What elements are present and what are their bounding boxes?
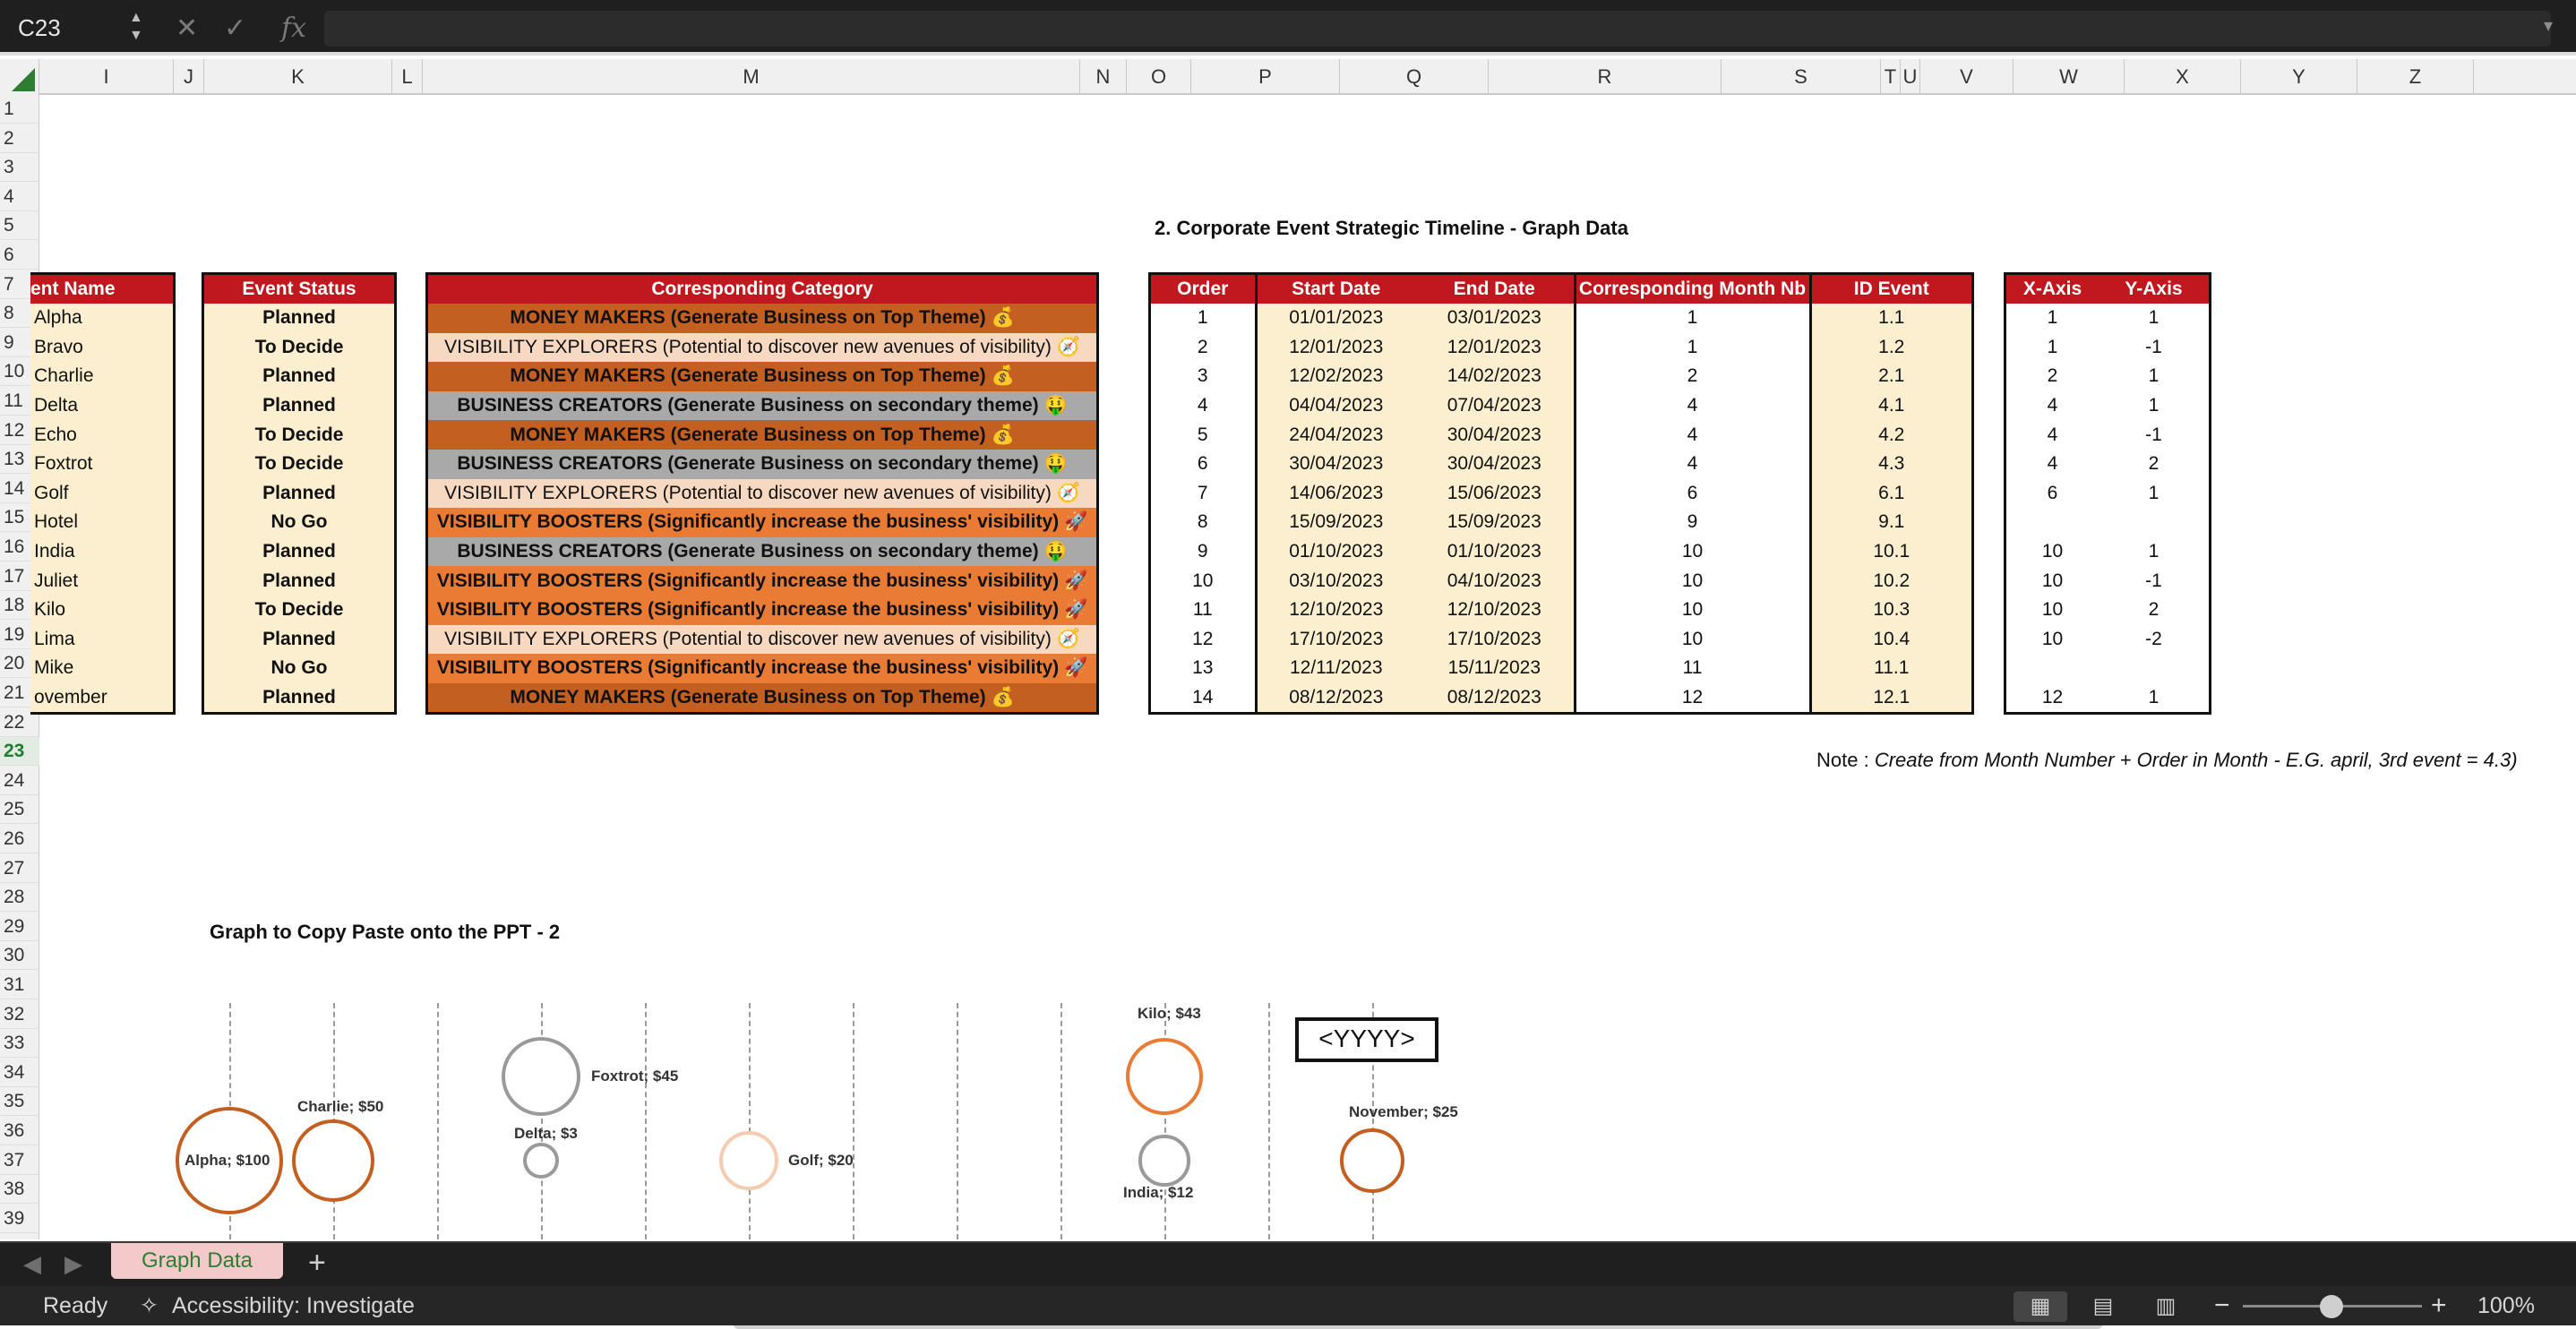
row-header-18[interactable]: 18 (0, 591, 39, 620)
event-name-cell[interactable]: Kilo (30, 596, 173, 625)
row-header-20[interactable]: 20 (0, 649, 39, 678)
event-name-cell[interactable]: Bravo (30, 333, 173, 363)
enter-icon[interactable]: ✓ (224, 13, 247, 43)
x-axis-cell[interactable]: 6 (2006, 479, 2099, 509)
start-date-cell[interactable]: 01/01/2023 (1256, 304, 1415, 333)
category-cell[interactable]: VISIBILITY EXPLORERS (Potential to discover new avenues of visibility) 🧭 (428, 625, 1096, 655)
order-table-header: Order (1151, 275, 1256, 304)
x-axis-cell[interactable]: 12 (2006, 683, 2099, 713)
row-header-12[interactable]: 12 (0, 416, 39, 445)
row-header-3[interactable]: 3 (0, 153, 39, 182)
column-header-o[interactable]: O (1127, 59, 1191, 95)
order-cell[interactable]: 6 (1151, 450, 1256, 479)
month-nb-cell[interactable]: 10 (1575, 596, 1810, 625)
event-status-cell[interactable]: Planned (204, 362, 394, 391)
row-header-2[interactable]: 2 (0, 124, 39, 153)
bubble-chart[interactable] (39, 95, 2576, 1239)
category-cell[interactable]: BUSINESS CREATORS (Generate Business on secondary theme) 🤑 (428, 450, 1096, 479)
row-header-15[interactable]: 15 (0, 503, 39, 532)
row-header-29[interactable]: 29 (0, 913, 39, 941)
column-header-r[interactable]: R (1489, 59, 1722, 95)
column-header-k[interactable]: K (204, 59, 392, 95)
start-date-cell[interactable]: 30/04/2023 (1256, 450, 1415, 479)
y-axis-cell[interactable]: -2 (2099, 625, 2209, 655)
row-header-21[interactable]: 21 (0, 679, 39, 707)
event-status-cell[interactable]: Planned (204, 537, 394, 567)
sheet-tab-graph-data[interactable]: Graph Data (111, 1243, 283, 1279)
event-status-cell[interactable]: No Go (204, 654, 394, 683)
y-axis-cell[interactable]: 1 (2099, 362, 2209, 391)
gridline (1060, 1003, 1062, 1239)
x-axis-cell[interactable]: 4 (2006, 391, 2099, 421)
note-text: Create from Month Number + Order in Month - E.G. april, 3rd event = 4.3) (1874, 749, 2518, 771)
zoom-in-icon[interactable]: + (2431, 1290, 2447, 1320)
event-status-cell[interactable]: No Go (204, 508, 394, 537)
month-nb-cell[interactable]: 1 (1575, 333, 1810, 363)
event-status-cell[interactable]: Planned (204, 479, 394, 509)
column-header-m[interactable]: M (423, 59, 1080, 95)
expand-formula-icon[interactable]: ▾ (2543, 16, 2553, 36)
bubble-label: Golf; $20 (788, 1152, 854, 1169)
event-name-cell[interactable]: Foxtrot (30, 450, 173, 479)
zoom-level[interactable]: 100% (2477, 1293, 2535, 1318)
event-status-cell[interactable]: To Decide (204, 420, 394, 450)
id-event-cell[interactable]: 2.1 (1810, 362, 1971, 391)
end-date-cell[interactable]: 12/01/2023 (1415, 333, 1575, 363)
start-date-cell[interactable]: 17/10/2023 (1256, 625, 1415, 655)
row-header-24[interactable]: 24 (0, 767, 39, 795)
id-event-cell[interactable]: 9.1 (1810, 508, 1971, 537)
y-axis-cell[interactable]: 1 (2099, 391, 2209, 421)
row-header-23[interactable]: 23 (0, 737, 39, 766)
id-event-cell[interactable]: 11.1 (1810, 654, 1971, 683)
bubble-label: November; $25 (1349, 1103, 1458, 1120)
x-axis-cell[interactable]: 10 (2006, 537, 2099, 567)
month-nb-cell[interactable]: 9 (1575, 508, 1810, 537)
order-cell[interactable]: 8 (1151, 508, 1256, 537)
event-name-cell[interactable]: Juliet (30, 566, 173, 596)
axis-table-header: Y-Axis (2099, 275, 2209, 304)
y-axis-cell[interactable]: -1 (2099, 333, 2209, 363)
gridline (749, 1003, 751, 1239)
event-name-cell[interactable]: Echo (30, 420, 173, 450)
category-cell[interactable]: VISIBILITY BOOSTERS (Significantly increase the business' visibility) 🚀 (428, 508, 1096, 537)
event-name-cell[interactable]: Golf (30, 479, 173, 509)
bubble-label: Alpha; $100 (185, 1152, 270, 1169)
order-cell[interactable]: 13 (1151, 654, 1256, 683)
formula-bar (0, 0, 2576, 56)
y-axis-cell[interactable]: 1 (2099, 683, 2209, 713)
id-event-cell[interactable]: 1.1 (1810, 304, 1971, 333)
event-status-cell[interactable]: Planned (204, 391, 394, 421)
id-event-cell[interactable]: 10.4 (1810, 625, 1971, 655)
add-sheet-icon[interactable]: + (308, 1246, 326, 1280)
accessibility-status[interactable]: Accessibility: Investigate (172, 1293, 415, 1318)
order-cell[interactable]: 4 (1151, 391, 1256, 421)
row-header-35[interactable]: 35 (0, 1087, 39, 1116)
page-break-view-icon[interactable]: ▥ (2155, 1294, 2177, 1318)
order-table-header: Corresponding Month Nb (1575, 275, 1810, 304)
order-cell[interactable]: 9 (1151, 537, 1256, 567)
start-date-cell[interactable]: 14/06/2023 (1256, 479, 1415, 509)
gridline (957, 1003, 958, 1239)
formula-input[interactable] (324, 11, 2551, 47)
event-status-cell[interactable]: To Decide (204, 333, 394, 363)
event-name-cell[interactable]: Alpha (30, 304, 173, 333)
end-date-cell[interactable]: 01/10/2023 (1415, 537, 1575, 567)
name-box-stepper-icon[interactable]: ▲ ▼ (129, 10, 143, 43)
id-event-cell[interactable]: 4.1 (1810, 391, 1971, 421)
row-header-1[interactable]: 1 (0, 95, 39, 124)
name-box[interactable]: C23 (18, 14, 61, 41)
start-date-cell[interactable]: 01/10/2023 (1256, 537, 1415, 567)
row-header-36[interactable]: 36 (0, 1117, 39, 1145)
category-cell[interactable]: MONEY MAKERS (Generate Business on Top Theme) 💰 (428, 304, 1096, 333)
month-nb-cell[interactable]: 2 (1575, 362, 1810, 391)
gridline (645, 1003, 647, 1239)
start-date-cell[interactable]: 08/12/2023 (1256, 683, 1415, 713)
month-nb-cell[interactable]: 10 (1575, 537, 1810, 567)
id-event-cell[interactable]: 10.2 (1810, 566, 1971, 596)
start-date-cell[interactable]: 12/02/2023 (1256, 362, 1415, 391)
row-header-17[interactable]: 17 (0, 562, 39, 591)
x-axis-cell[interactable]: 10 (2006, 566, 2099, 596)
status-ready: Ready (43, 1293, 108, 1318)
row-header-13[interactable]: 13 (0, 445, 39, 474)
start-date-cell[interactable]: 04/04/2023 (1256, 391, 1415, 421)
y-axis-cell[interactable]: 1 (2099, 304, 2209, 333)
order-cell[interactable]: 10 (1151, 566, 1256, 596)
column-header-q[interactable]: Q (1340, 59, 1489, 95)
category-cell[interactable]: VISIBILITY BOOSTERS (Significantly increase the business' visibility) 🚀 (428, 566, 1096, 596)
gridline (853, 1003, 854, 1239)
bubble-point[interactable] (1340, 1128, 1404, 1193)
y-axis-cell[interactable]: -1 (2099, 420, 2209, 450)
category-cell[interactable]: MONEY MAKERS (Generate Business on Top Theme) 💰 (428, 420, 1096, 450)
sheet-grid[interactable] (30, 95, 2576, 1239)
row-header-19[interactable]: 19 (0, 621, 39, 649)
month-nb-cell[interactable]: 4 (1575, 391, 1810, 421)
row-header-7[interactable]: 7 (0, 270, 39, 299)
gridline (437, 1003, 439, 1239)
column-header-n[interactable]: N (1080, 59, 1127, 95)
end-date-cell[interactable]: 30/04/2023 (1415, 450, 1575, 479)
category-cell[interactable]: BUSINESS CREATORS (Generate Business on secondary theme) 🤑 (428, 537, 1096, 567)
names-header: ent Name (30, 275, 173, 304)
end-date-cell[interactable]: 12/10/2023 (1415, 596, 1575, 625)
event-name-cell[interactable]: Charlie (30, 362, 173, 391)
end-date-cell[interactable]: 30/04/2023 (1415, 420, 1575, 450)
row-header-6[interactable]: 6 (0, 241, 39, 270)
row-header-5[interactable]: 5 (0, 211, 39, 240)
bubble-label: Kilo; $43 (1138, 1005, 1201, 1022)
event-status-cell[interactable]: Planned (204, 304, 394, 333)
end-date-cell[interactable]: 03/01/2023 (1415, 304, 1575, 333)
category-cell[interactable]: MONEY MAKERS (Generate Business on Top Theme) 💰 (428, 362, 1096, 391)
x-axis-cell[interactable]: 10 (2006, 596, 2099, 625)
category-header: Corresponding Category (428, 275, 1096, 304)
id-event-cell[interactable]: 10.3 (1810, 596, 1971, 625)
y-axis-cell[interactable]: -1 (2099, 566, 2209, 596)
graph-title: Graph to Copy Paste onto the PPT - 2 (210, 921, 561, 943)
sheet-tab-bar (0, 1241, 2576, 1286)
end-date-cell[interactable]: 15/09/2023 (1415, 508, 1575, 537)
event-name-cell[interactable]: ovember (30, 683, 173, 713)
order-cell[interactable]: 2 (1151, 333, 1256, 363)
bubble-label: India; $12 (1123, 1184, 1194, 1201)
category-cell[interactable]: BUSINESS CREATORS (Generate Business on secondary theme) 🤑 (428, 391, 1096, 421)
start-date-cell[interactable]: 15/09/2023 (1256, 508, 1415, 537)
month-nb-cell[interactable]: 11 (1575, 654, 1810, 683)
bubble-point[interactable] (719, 1131, 779, 1191)
page-layout-view-icon[interactable]: ▤ (2092, 1294, 2114, 1318)
row-header-25[interactable]: 25 (0, 795, 39, 824)
y-axis-cell[interactable]: 1 (2099, 479, 2209, 509)
month-nb-cell[interactable]: 10 (1575, 625, 1810, 655)
end-date-cell[interactable]: 15/06/2023 (1415, 479, 1575, 509)
row-header-34[interactable]: 34 (0, 1059, 39, 1087)
month-nb-cell[interactable]: 6 (1575, 479, 1810, 509)
category-cell[interactable]: VISIBILITY BOOSTERS (Significantly increase the business' visibility) 🚀 (428, 596, 1096, 625)
status-bar (0, 1286, 2576, 1325)
row-header-32[interactable]: 32 (0, 1000, 39, 1029)
column-header-l[interactable]: L (392, 59, 423, 95)
row-header-16[interactable]: 16 (0, 533, 39, 562)
row-header-39[interactable]: 39 (0, 1205, 39, 1233)
month-nb-cell[interactable]: 4 (1575, 450, 1810, 479)
fx-icon[interactable]: fx (281, 13, 307, 44)
id-event-cell[interactable]: 4.2 (1810, 420, 1971, 450)
x-axis-cell[interactable]: 1 (2006, 333, 2099, 363)
x-axis-cell[interactable]: 2 (2006, 362, 2099, 391)
row-header-14[interactable]: 14 (0, 475, 39, 503)
month-nb-cell[interactable]: 1 (1575, 304, 1810, 333)
category-cell[interactable]: MONEY MAKERS (Generate Business on Top Theme) 💰 (428, 683, 1096, 713)
start-date-cell[interactable]: 12/10/2023 (1256, 596, 1415, 625)
column-header-j[interactable]: J (174, 59, 204, 95)
x-axis-cell[interactable]: 4 (2006, 420, 2099, 450)
column-header-w[interactable]: W (2014, 59, 2125, 95)
row-header-10[interactable]: 10 (0, 357, 39, 386)
end-date-cell[interactable]: 14/02/2023 (1415, 362, 1575, 391)
category-cell[interactable]: VISIBILITY EXPLORERS (Potential to discover new avenues of visibility) 🧭 (428, 333, 1096, 363)
start-date-cell[interactable]: 12/11/2023 (1256, 654, 1415, 683)
axis-table-header: X-Axis (2006, 275, 2099, 304)
y-axis-cell[interactable]: 2 (2099, 450, 2209, 479)
column-header-u[interactable]: U (1901, 59, 1920, 95)
select-all-icon (12, 68, 35, 91)
category-cell[interactable]: VISIBILITY EXPLORERS (Potential to discover new avenues of visibility) 🧭 (428, 479, 1096, 509)
column-header-z[interactable]: Z (2357, 59, 2474, 95)
bubble-point[interactable] (502, 1037, 580, 1116)
id-event-cell[interactable]: 6.1 (1810, 479, 1971, 509)
order-cell[interactable]: 5 (1151, 420, 1256, 450)
event-name-cell[interactable]: Hotel (30, 508, 173, 537)
event-status-cell[interactable]: To Decide (204, 596, 394, 625)
column-header-s[interactable]: S (1722, 59, 1881, 95)
column-header-x[interactable]: X (2125, 59, 2241, 95)
id-event-cell[interactable]: 4.3 (1810, 450, 1971, 479)
bubble-point[interactable] (1138, 1135, 1189, 1186)
row-header-27[interactable]: 27 (0, 854, 39, 883)
event-name-cell[interactable]: Mike (30, 654, 173, 683)
normal-view-icon[interactable]: ▦ (2014, 1291, 2067, 1322)
zoom-slider-handle[interactable] (2320, 1295, 2343, 1318)
status-header: Event Status (204, 275, 394, 304)
end-date-cell[interactable]: 07/04/2023 (1415, 391, 1575, 421)
column-header-v[interactable]: V (1920, 59, 2014, 95)
order-cell[interactable]: 14 (1151, 683, 1256, 713)
row-header-9[interactable]: 9 (0, 329, 39, 357)
id-event-cell[interactable]: 10.1 (1810, 537, 1971, 567)
id-event-cell[interactable]: 12.1 (1810, 683, 1971, 713)
end-date-cell[interactable]: 15/11/2023 (1415, 654, 1575, 683)
row-header-8[interactable]: 8 (0, 299, 39, 328)
order-cell[interactable]: 12 (1151, 625, 1256, 655)
row-header-38[interactable]: 38 (0, 1175, 39, 1204)
row-header-31[interactable]: 31 (0, 971, 39, 999)
order-cell[interactable]: 3 (1151, 362, 1256, 391)
start-date-cell[interactable]: 24/04/2023 (1256, 420, 1415, 450)
column-header-p[interactable]: P (1191, 59, 1340, 95)
row-header-30[interactable]: 30 (0, 941, 39, 970)
select-all-corner[interactable] (0, 59, 39, 95)
order-cell[interactable]: 7 (1151, 479, 1256, 509)
event-status-cell[interactable]: Planned (204, 683, 394, 713)
row-header-33[interactable]: 33 (0, 1029, 39, 1058)
y-axis-cell[interactable]: 1 (2099, 537, 2209, 567)
event-name-cell[interactable]: Lima (30, 625, 173, 655)
row-header-28[interactable]: 28 (0, 883, 39, 912)
event-name-cell[interactable]: Delta (30, 391, 173, 421)
end-date-cell[interactable]: 17/10/2023 (1415, 625, 1575, 655)
row-header-22[interactable]: 22 (0, 708, 39, 737)
x-axis-cell[interactable]: 4 (2006, 450, 2099, 479)
bubble-label: Delta; $3 (514, 1125, 578, 1142)
bubble-label: Foxtrot; $45 (591, 1067, 679, 1085)
order-table-header: ID Event (1810, 275, 1971, 304)
accessibility-icon[interactable]: ✧ (140, 1293, 159, 1318)
section-title: 2. Corporate Event Strategic Timeline - Graph Data (1155, 217, 1628, 239)
month-nb-cell[interactable]: 12 (1575, 683, 1810, 713)
year-box[interactable]: <YYYY> (1295, 1017, 1438, 1062)
bubble-point[interactable] (523, 1143, 560, 1179)
cancel-icon[interactable]: ✕ (176, 13, 199, 43)
start-date-cell[interactable]: 03/10/2023 (1256, 566, 1415, 596)
order-cell[interactable]: 1 (1151, 304, 1256, 333)
column-header-y[interactable]: Y (2241, 59, 2357, 95)
column-header-t[interactable]: T (1881, 59, 1901, 95)
order-table-header: Start Date (1256, 275, 1415, 304)
bubble-point[interactable] (292, 1119, 374, 1202)
id-event-cell[interactable]: 1.2 (1810, 333, 1971, 363)
event-status-cell[interactable]: To Decide (204, 450, 394, 479)
x-axis-cell[interactable]: 1 (2006, 304, 2099, 333)
row-header-26[interactable]: 26 (0, 825, 39, 853)
bubble-label: Charlie; $50 (297, 1098, 384, 1115)
month-nb-cell[interactable]: 4 (1575, 420, 1810, 450)
event-name-cell[interactable]: India (30, 537, 173, 567)
category-cell[interactable]: VISIBILITY BOOSTERS (Significantly increase the business' visibility) 🚀 (428, 654, 1096, 683)
bubble-point[interactable] (1126, 1038, 1204, 1116)
column-header-i[interactable]: I (39, 59, 174, 95)
row-header-11[interactable]: 11 (0, 387, 39, 416)
column-header (0, 59, 2576, 95)
event-status-cell[interactable]: Planned (204, 566, 394, 596)
zoom-out-icon[interactable]: − (2214, 1290, 2230, 1320)
next-sheet-icon[interactable]: ▶ (64, 1250, 82, 1277)
order-cell[interactable]: 11 (1151, 596, 1256, 625)
end-date-cell[interactable]: 04/10/2023 (1415, 566, 1575, 596)
gridline (1268, 1003, 1270, 1239)
row-header-37[interactable]: 37 (0, 1146, 39, 1175)
end-date-cell[interactable]: 08/12/2023 (1415, 683, 1575, 713)
note-prefix: Note : (1816, 749, 1875, 771)
order-table-header: End Date (1415, 275, 1575, 304)
month-nb-cell[interactable]: 10 (1575, 566, 1810, 596)
row-header-4[interactable]: 4 (0, 183, 39, 211)
start-date-cell[interactable]: 12/01/2023 (1256, 333, 1415, 363)
y-axis-cell[interactable]: 2 (2099, 596, 2209, 625)
x-axis-cell[interactable]: 10 (2006, 625, 2099, 655)
event-status-cell[interactable]: Planned (204, 625, 394, 655)
prev-sheet-icon[interactable]: ◀ (23, 1250, 41, 1277)
